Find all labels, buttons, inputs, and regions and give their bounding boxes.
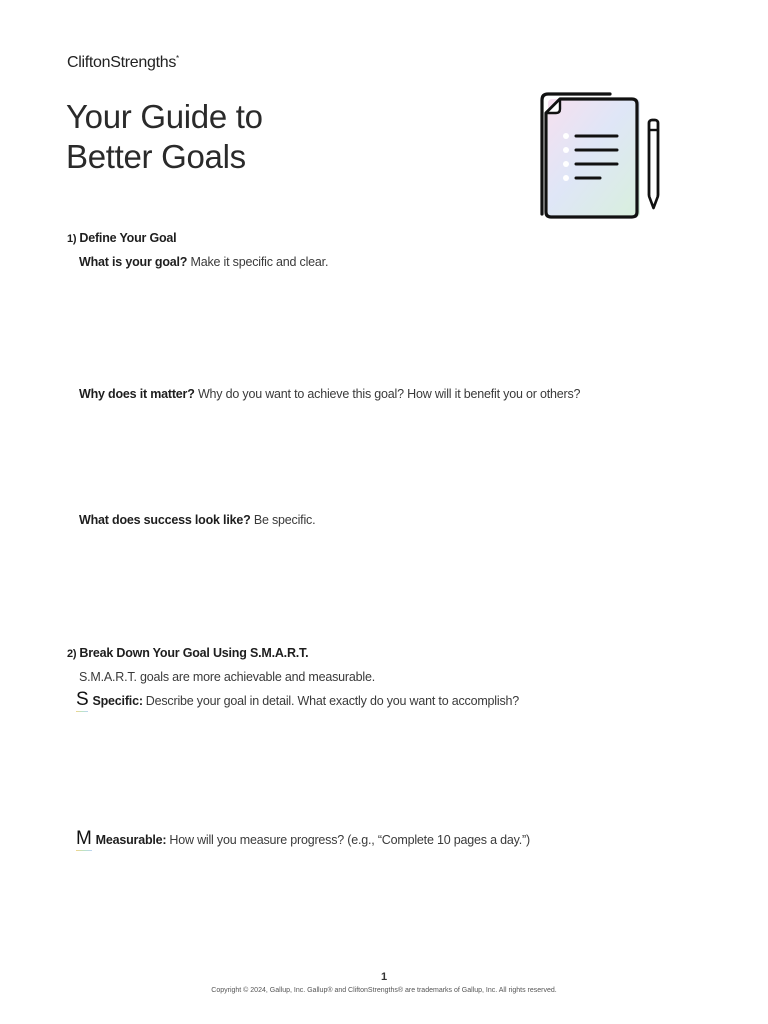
page-title-line-1: Your Guide to	[66, 98, 263, 135]
smart-measurable-text: How will you measure progress? (e.g., “Complete 10 pages a day.”)	[169, 833, 530, 847]
page-number: 1	[380, 971, 388, 983]
prompt-success-text: Be specific.	[253, 513, 316, 527]
page-title	[66, 97, 263, 177]
prompt-why-label: Why does it matter?	[79, 387, 195, 401]
smart-measurable-label: Measurable:	[95, 833, 167, 847]
smart-specific-text: Describe your goal in detail. What exactly do you want to accomplish?	[145, 694, 519, 708]
smart-letter-s: S	[76, 689, 89, 710]
section-2-number: 2)	[67, 648, 77, 660]
prompt-success-label: What does success look like?	[79, 513, 251, 527]
prompt-why	[79, 387, 580, 401]
prompt-goal	[79, 255, 328, 269]
brand-logo	[67, 54, 179, 72]
smart-item-specific	[76, 690, 519, 709]
prompt-success	[79, 513, 315, 527]
smart-item-measurable	[76, 829, 530, 848]
brand-name: CliftonStrengths	[67, 54, 177, 71]
page-title-line-2: Better Goals	[66, 138, 246, 175]
section-2-title: Break Down Your Goal Using S.M.A.R.T.	[79, 646, 309, 660]
copyright-notice: Copyright © 2024, Gallup, Inc. Gallup® and CliftonStrengths® are trademarks of Gallup, Inc. All rights reserved.	[211, 987, 557, 994]
prompt-goal-label: What is your goal?	[79, 255, 188, 269]
section-2-heading	[67, 646, 308, 660]
prompt-why-text: Why do you want to achieve this goal? How will it benefit you or others?	[197, 387, 581, 401]
smart-intro: S.M.A.R.T. goals are more achievable and measurable.	[79, 670, 376, 684]
section-1-heading	[67, 231, 176, 245]
document-notes-with-pencil-icon	[532, 86, 672, 226]
section-1-title: Define Your Goal	[79, 231, 177, 245]
section-1-number: 1)	[67, 233, 77, 245]
brand-mark: *	[176, 54, 179, 63]
prompt-goal-text: Make it specific and clear.	[190, 255, 329, 269]
smart-specific-label: Specific:	[92, 694, 143, 708]
smart-letter-m: M	[76, 828, 92, 849]
